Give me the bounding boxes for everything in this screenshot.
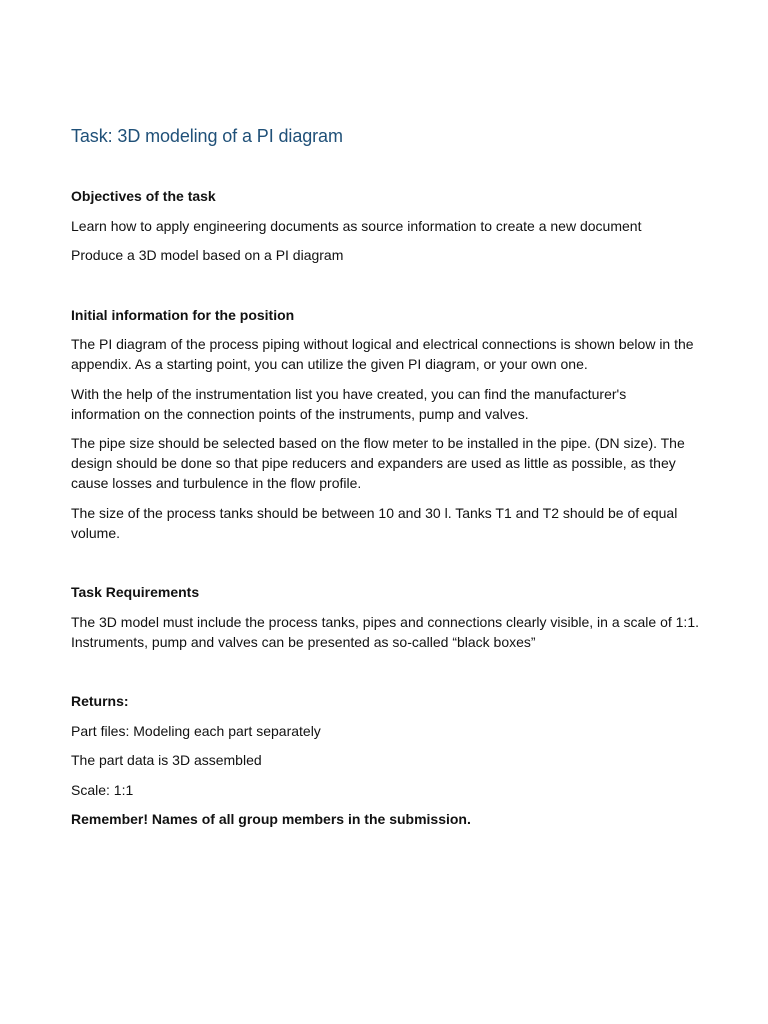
- initial-info-paragraph: With the help of the instrumentation list you have created, you can find the manufacturer's information on the connection points of the instruments, pump and valves.: [71, 385, 627, 422]
- requirements-paragraph: The 3D model must include the process tanks, pipes and connections clearly visible, in a scale of 1:1. Instruments, pump and valves can be presented as so-called “black boxes”: [71, 613, 699, 650]
- returns-item: Part files: Modeling each part separately: [71, 722, 321, 739]
- initial-info-paragraph: The PI diagram of the process piping without logical and electrical connections is shown below in the appendix. As a starting point, you can utilize the given PI diagram, or your own one.: [71, 336, 694, 372]
- initial-info-paragraph: The pipe size should be selected based on the flow meter to be installed in the pipe. (DN size). The design should be done so that pipe reducers and expanders are used as little as possible, as they cause losses and turbulence in the flow profile.: [71, 435, 685, 491]
- section-spacer: [71, 275, 699, 305]
- document-title: Task: 3D modeling of a PI diagram: [71, 126, 343, 146]
- initial-info-heading: Initial information for the position: [71, 306, 295, 323]
- requirements-heading: Task Requirements: [71, 584, 200, 600]
- section-spacer: [71, 661, 699, 691]
- section-spacer: [71, 552, 699, 582]
- objective-item: Produce a 3D model based on a PI diagram: [71, 247, 344, 263]
- returns-item: Scale: 1:1: [71, 781, 134, 798]
- objective-item: Learn how to apply engineering documents as source information to create a new document: [71, 217, 642, 234]
- initial-info-paragraph: The size of the process tanks should be between 10 and 30 l. Tanks T1 and T2 should be of equal volume.: [71, 504, 678, 541]
- returns-reminder: Remember! Names of all group members in the submission.: [71, 811, 471, 827]
- returns-heading: Returns:: [71, 693, 129, 709]
- returns-item: The part data is 3D assembled: [71, 752, 262, 768]
- objectives-heading: Objectives of the task: [71, 188, 216, 204]
- document-body: [71, 186, 699, 839]
